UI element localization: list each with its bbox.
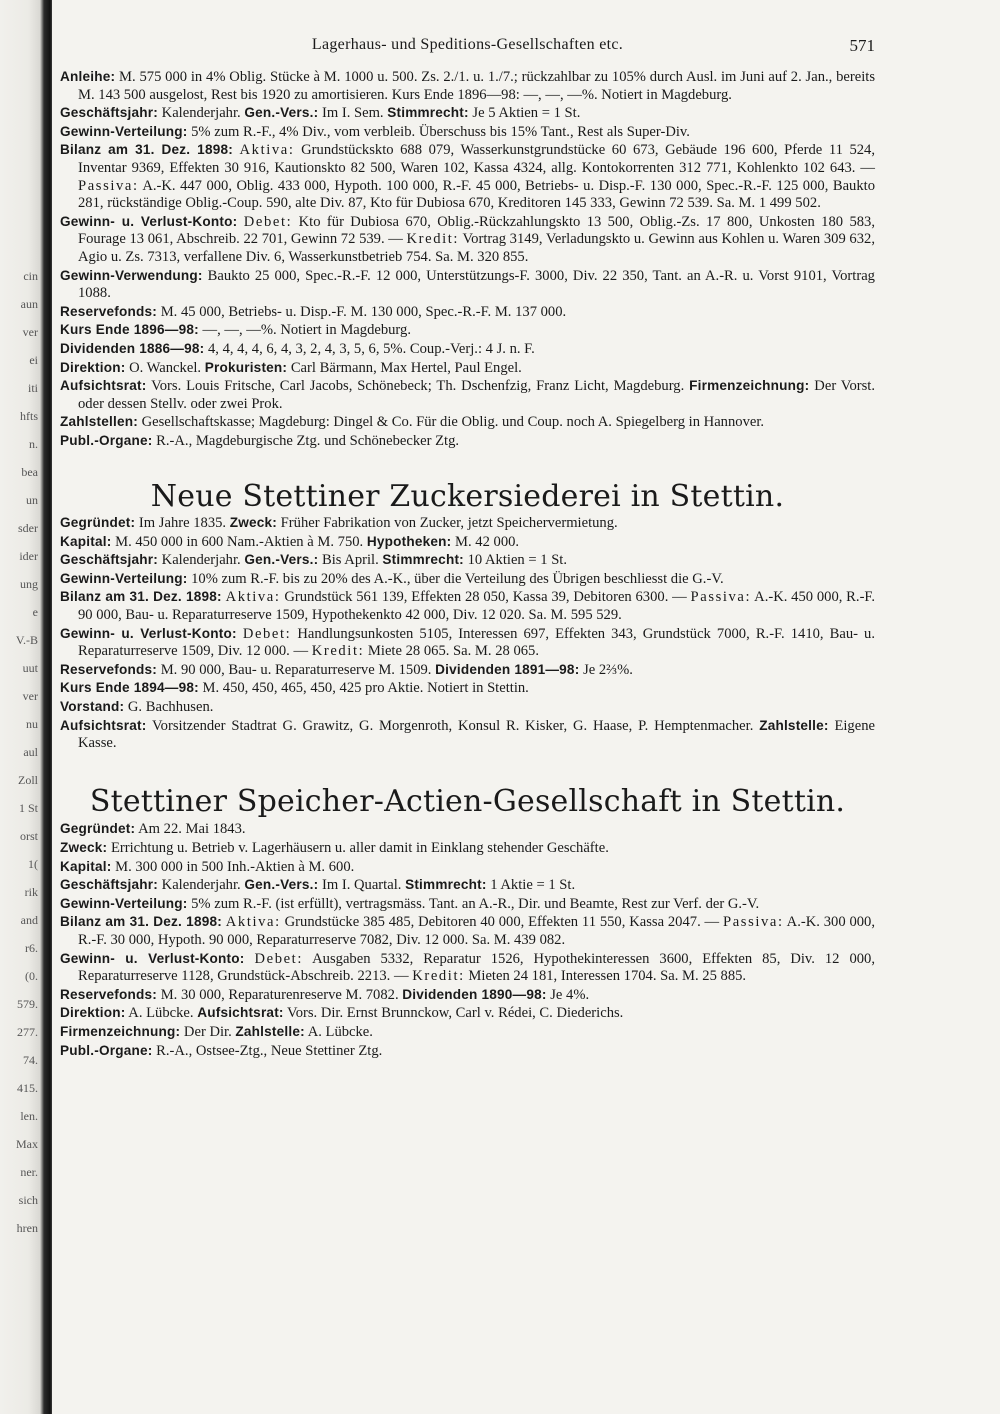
adjacent-page-fragment: sder — [18, 521, 38, 535]
entry-vorstand — [60, 698, 875, 717]
value: O. Wanckel. — [129, 359, 202, 376]
entry-zahlstellen — [60, 413, 875, 432]
label: Aufsichtsrat: — [197, 1005, 284, 1021]
kredit-word: Kredit: — [412, 968, 465, 985]
label: Gen.-Vers.: — [244, 552, 319, 568]
value: Der Dir. — [183, 1023, 232, 1040]
label: Zahlstellen: — [60, 414, 138, 430]
adjacent-page-fragment: nu — [26, 717, 38, 731]
value: Je 4%. — [550, 986, 590, 1003]
label: Kurs Ende 1894—98: — [60, 680, 199, 696]
value: Kalenderjahr. — [161, 877, 241, 894]
label: Stimmrecht: — [387, 105, 469, 121]
company-title-zuckersiederei: Neue Stettiner Zuckersiederei in Stettin. — [150, 479, 785, 515]
adjacent-page-fragment: (0. — [25, 969, 38, 983]
adjacent-page-fragment: e — [32, 605, 38, 619]
passiva-word: Passiva: — [690, 589, 752, 606]
label: Bilanz am 31. Dez. 1898: — [60, 914, 222, 930]
entry-anleihe — [60, 68, 875, 104]
value: A. Lübcke. — [307, 1023, 373, 1040]
value: 1 Aktie = 1 St. — [490, 877, 576, 894]
value: Carl Bärmann, Max Hertel, Paul Engel. — [290, 359, 522, 376]
value: Miete 28 065. Sa. M. 28 065. — [367, 643, 539, 660]
value: 5% zum R.-F., 4% Div., vom verbleib. Überschuss bis 15% Tant., Rest als Super-Div. — [191, 123, 690, 140]
label: Vorstand: — [60, 699, 125, 714]
label: Prokuristen: — [204, 359, 288, 375]
value: Ausgaben 5332, Reparatur 1526, Hypothekinteressen 3600, Effekten 85, Div. 12 000, Reparaturreserve 1128, Grundstück-Abschreib. 2213. — — [78, 950, 875, 985]
adjacent-page-fragment: 1( — [28, 857, 38, 871]
entry-gewinn-verteilung — [60, 895, 875, 914]
entry-geschaeftsjahr — [60, 551, 875, 570]
label: Geschäftsjahr: — [60, 105, 158, 121]
value: A.-K. 450 000, R.-F. 90 000, Bau- u. Reparaturreserve 1509, Hypothekenkto 42 000, Div. 12 020. Sa. M. 595 529. — [78, 589, 876, 624]
value: R.-A., Ostsee-Ztg., Neue Stettiner Ztg. — [156, 1042, 383, 1059]
entry-reservefonds — [60, 661, 875, 680]
page-number: 571 — [849, 36, 875, 55]
label: Geschäftsjahr: — [60, 877, 158, 893]
adjacent-page-fragment: r6. — [25, 941, 38, 955]
passiva-word: Passiva: — [78, 177, 139, 194]
adjacent-page-fragment: bea — [21, 465, 38, 479]
label: Gewinn- u. Verlust-Konto: — [60, 950, 245, 966]
label: Reservefonds: — [60, 303, 158, 319]
label: Firmenzeichnung: — [689, 378, 810, 394]
value: M. 450 000 in 600 Nam.-Aktien à M. 750. — [115, 533, 364, 550]
label: Firmenzeichnung: — [60, 1023, 181, 1039]
entry-gewinn-verteilung — [60, 570, 875, 589]
value: Baukto 25 000, Spec.-R.-F. 12 000, Unterstützungs-F. 3000, Div. 22 350, Tant. an A.-R. u. Vorst 9101, Vortrag 1088. — [78, 267, 875, 302]
value: G. Bachhusen. — [127, 699, 214, 715]
entry-direktion — [60, 359, 875, 378]
adjacent-page-fragment: ider — [19, 549, 38, 563]
kredit-word: Kredit: — [406, 231, 460, 248]
value: A.-K. 447 000, Oblig. 433 000, Hypoth. 100 000, R.-F. 45 000, Betriebs- u. Disp.-F. 130 000, Spec.-R.-F. 125 000, Baukto 281, rückständige Oblig.-Coup. 590, alte Div. 87, Kto für Dubiosa 670, Kreditoren 145 333, Gewinn 72 539. Sa. M. 1 499 502. — [78, 177, 875, 212]
entry-guv — [60, 625, 875, 661]
adjacent-page-fragment: 74. — [23, 1053, 38, 1067]
value: Kalenderjahr. — [161, 552, 241, 569]
value: M. 45 000, Betriebs- u. Disp.-F. M. 130 000, Spec.-R.-F. M. 137 000. — [160, 303, 567, 320]
entry-publ-organe — [60, 432, 875, 451]
adjacent-page-fragment: 415. — [17, 1081, 38, 1095]
adjacent-page-fragment: Zoll — [18, 773, 38, 787]
adjacent-page-fragment: ung — [20, 577, 38, 591]
entry-reservefonds — [60, 303, 875, 322]
value: M. 90 000, Bau- u. Reparaturreserve M. 1509. — [160, 661, 432, 678]
entry-bilanz — [60, 141, 875, 212]
adjacent-page-fragment: ei — [29, 353, 38, 367]
value: R.-A., Magdeburgische Ztg. und Schönebecker Ztg. — [156, 432, 460, 449]
label: Direktion: — [60, 1005, 126, 1021]
value: Im I. Sem. — [321, 105, 384, 122]
value: Je 2⅔%. — [583, 661, 633, 678]
label: Gewinn-Verwendung: — [60, 267, 203, 283]
entry-continued — [60, 68, 875, 450]
label: Stimmrecht: — [382, 552, 464, 568]
aktiva-word: Aktiva: — [239, 142, 295, 159]
value: Vors. Dir. Ernst Brunnckow, Carl v. Rédei, C. Diederichs. — [287, 1005, 624, 1022]
value: Im I. Quartal. — [321, 877, 402, 894]
label: Reservefonds: — [60, 661, 158, 677]
value: Am 22. Mai 1843. — [138, 821, 246, 838]
label: Dividenden 1886—98: — [60, 340, 205, 356]
label: Gewinn-Verteilung: — [60, 570, 188, 586]
label: Zahlstelle: — [759, 717, 829, 733]
adjacent-page-fragment: aun — [20, 297, 38, 311]
adjacent-page-fragment: Max — [16, 1137, 38, 1151]
adjacent-page-fragment: aul — [23, 745, 38, 759]
value: 10% zum R.-F. bis zu 20% des A.-K., über die Verteilung des Übrigen beschliesst die G.-V. — [191, 570, 724, 587]
label: Gegründet: — [60, 515, 136, 531]
value: Vortrag 3149, Verladungskto u. Gewinn aus Kohlen u. Waren 309 632, Agio u. Zs. 7313, verfallene Div. 6, Wasserkunstbetrieb 754. Sa. M. 320 855. — [78, 231, 875, 265]
adjacent-page-fragment: 1 St — [18, 801, 38, 815]
entry-kurs — [60, 679, 875, 698]
value: Früher Fabrikation von Zucker, jetzt Speichervermietung. — [280, 515, 618, 532]
adjacent-page-fragment: n. — [29, 437, 38, 451]
label: Stimmrecht: — [405, 877, 487, 893]
entry-aufsichtsrat — [60, 377, 875, 413]
value: Mieten 24 181, Interessen 1704. Sa. M. 25 885. — [468, 968, 747, 985]
label: Direktion: — [60, 359, 126, 375]
entry-speicher — [60, 820, 875, 1060]
entry-direktion — [60, 1004, 875, 1023]
label: Gewinn-Verteilung: — [60, 895, 188, 911]
label: Publ.-Organe: — [60, 1042, 153, 1058]
value: Vorsitzender Stadtrat G. Grawitz, G. Morgenroth, Konsul R. Kisker, G. Haase, P. Hemptenmacher. — [152, 717, 754, 734]
value: M. 30 000, Reparaturenreserve M. 7082. — [160, 986, 399, 1003]
value: M. 575 000 in 4% Oblig. Stücke à M. 1000 u. 500. Zs. 2./1. u. 1./7.; rückzahlbar zu 105% durch Ausl. im Juni auf 2. Jan., bereits M. 143 500 ausgelost, Rest bis 1920 zu amortisieren. Kurs Ende 1896—98: —, —, —%. Notiert in Magdeburg. — [78, 69, 875, 103]
debet-word: Debet: — [243, 213, 293, 230]
label: Zahlstelle: — [235, 1023, 305, 1039]
label: Anleihe: — [60, 69, 116, 84]
adjacent-page-fragment: orst — [20, 829, 38, 843]
entry-aufsichtsrat — [60, 717, 875, 753]
entry-zuckersiederei — [60, 514, 875, 753]
label: Hypotheken: — [366, 533, 452, 549]
entry-kapital — [60, 858, 875, 877]
running-head — [60, 36, 875, 58]
value: 4, 4, 4, 4, 6, 4, 3, 2, 4, 3, 5, 6, 5%. Coup.-Verj.: 4 J. n. F. — [207, 340, 535, 357]
adjacent-page-fragment: un — [26, 493, 38, 507]
value: Grundstückskto 688 079, Wasserkunstgrundstücke 60 673, Gebäude 196 600, Pferde 11 524, Inventar 9369, Effekten 30 916, Kautionskto 82 500, Waren 102, Kassa 4324, allg. Kontokorrenten 312 771, Kohlenkto 102 643. — — [78, 142, 875, 176]
entry-gewinn-verwendung — [60, 267, 875, 303]
label: Geschäftsjahr: — [60, 552, 158, 568]
label: Dividenden 1891—98: — [435, 661, 580, 677]
value: Vors. Louis Fritsche, Carl Jacobs, Schönebeck; Th. Dschenfzig, Franz Licht, Magdeburg. — [151, 378, 685, 395]
entry-bilanz — [60, 588, 875, 624]
value: —, —, —%. Notiert in Magdeburg. — [202, 322, 411, 339]
entry-geschaeftsjahr — [60, 876, 875, 895]
company-title-speicher: Stettiner Speicher-Actien-Gesellschaft in Stettin. — [89, 783, 846, 819]
entry-publ-organe — [60, 1042, 875, 1061]
label: Aufsichtsrat: — [60, 717, 147, 733]
value: Der Vorst. oder dessen Stellv. oder zwei Prok. — [78, 378, 875, 412]
entry-geschaeftsjahr — [60, 104, 875, 123]
label: Kurs Ende 1896—98: — [60, 322, 199, 338]
value: Kalenderjahr. — [161, 105, 241, 122]
entry-kapital — [60, 533, 875, 552]
label: Kapital: — [60, 533, 112, 549]
adjacent-page-fragment: len. — [20, 1109, 38, 1123]
value: M. 450, 450, 465, 450, 425 pro Aktie. Notiert in Stettin. — [202, 680, 529, 697]
entry-guv — [60, 213, 875, 267]
entry-gegruendet — [60, 514, 875, 533]
label: Gen.-Vers.: — [244, 105, 319, 121]
adjacent-page-fragment: ner. — [20, 1165, 38, 1179]
label: Publ.-Organe: — [60, 432, 153, 448]
label: Zweck: — [60, 839, 108, 855]
entry-kurs — [60, 321, 875, 340]
label: Gegründet: — [60, 821, 136, 837]
entry-firmenzeichnung — [60, 1023, 875, 1042]
label: Dividenden 1890—98: — [402, 986, 547, 1002]
body-text — [60, 68, 875, 1060]
value: Im Jahre 1835. — [138, 515, 227, 532]
value: Grundstücke 385 485, Debitoren 40 000, Effekten 11 550, Kassa 2047. — — [284, 914, 720, 931]
value: Kto für Dubiosa 670, Oblig.-Rückzahlungskto 13 500, Oblig.-Zs. 17 800, Unkosten 180 583, Fourage 13 061, Abschreib. 22 701, Gewinn 72 539. — — [78, 213, 875, 248]
label: Reservefonds: — [60, 986, 158, 1002]
value: M. 42 000. — [455, 533, 520, 550]
entry-guv — [60, 950, 875, 986]
value: M. 300 000 in 500 Inh.-Aktien à M. 600. — [115, 858, 355, 875]
value: 5% zum R.-F. (ist erfüllt), vertragsmäss. Tant. an A.-R., Dir. und Beamte, Rest zur Verf. der G.-V. — [191, 895, 760, 912]
value: Eigene Kasse. — [78, 717, 875, 752]
adjacent-page-fragment: rik — [24, 885, 38, 899]
entry-dividenden — [60, 340, 875, 359]
entry-gewinn-verteilung — [60, 123, 875, 142]
value: Je 5 Aktien = 1 St. — [472, 105, 581, 122]
entry-gegruendet — [60, 820, 875, 839]
label: Bilanz am 31. Dez. 1898: — [60, 589, 222, 605]
value: 10 Aktien = 1 St. — [467, 552, 568, 569]
label: Gen.-Vers.: — [244, 877, 319, 893]
value: A. Lübcke. — [128, 1005, 194, 1022]
value: Handlungsunkosten 5105, Interessen 697, Effekten 343, Grundstück 7000, R.-F. 1410, Bau- u. Reparaturreserve 1509, Div. 12 000. — — [78, 625, 876, 660]
kredit-word: Kredit: — [311, 643, 365, 660]
adjacent-page-fragment: and — [20, 913, 38, 927]
binding-gutter — [0, 0, 52, 1414]
aktiva-word: Aktiva: — [225, 914, 281, 931]
entry-zweck — [60, 839, 875, 858]
debet-word: Debet: — [242, 625, 292, 642]
label: Aufsichtsrat: — [60, 378, 147, 394]
adjacent-page-fragment: uut — [22, 661, 38, 675]
adjacent-page-fragment: ver — [22, 325, 38, 339]
value: Gesellschaftskasse; Magdeburg: Dingel & Co. Für die Oblig. und Coup. noch A. Spiegelberg in Hannover. — [141, 414, 765, 431]
entry-reservefonds — [60, 986, 875, 1005]
adjacent-page-fragment: 579. — [17, 997, 38, 1011]
adjacent-page-fragment: cin — [23, 269, 38, 283]
value: A.-K. 300 000, R.-F. 30 000, Hypoth. 90 000, Reparaturreserve 7082, Div. 12 000. Sa. M. 439 082. — [78, 914, 876, 948]
adjacent-page-fragment: hfts — [20, 409, 38, 423]
adjacent-page-fragment: sich — [18, 1193, 38, 1207]
passiva-word: Passiva: — [723, 914, 784, 931]
label: Gewinn-Verteilung: — [60, 123, 188, 139]
aktiva-word: Aktiva: — [225, 589, 281, 606]
adjacent-page-fragment: V.-B — [15, 633, 38, 647]
label: Kapital: — [60, 858, 112, 874]
adjacent-page-fragment: iti — [27, 381, 38, 395]
label: Bilanz am 31. Dez. 1898: — [60, 142, 233, 158]
adjacent-page-fragment: hren — [16, 1221, 38, 1235]
entry-bilanz — [60, 913, 875, 949]
value: Errichtung u. Betrieb v. Lagerhäusern u. aller damit in Einklang stehender Geschäfte. — [110, 839, 609, 856]
label: Gewinn- u. Verlust-Konto: — [60, 625, 237, 641]
label: Zweck: — [229, 515, 278, 531]
running-title: Lagerhaus- und Speditions-Gesellschaften etc. — [311, 36, 624, 53]
value: Grundstück 561 139, Effekten 28 050, Kassa 39, Debitoren 6300. — — [284, 589, 687, 606]
adjacent-page-fragment: 277. — [17, 1025, 38, 1039]
debet-word: Debet: — [254, 950, 303, 967]
adjacent-page-fragment: ver — [22, 689, 38, 703]
value: Bis April. — [321, 552, 379, 569]
label: Gewinn- u. Verlust-Konto: — [60, 213, 238, 229]
